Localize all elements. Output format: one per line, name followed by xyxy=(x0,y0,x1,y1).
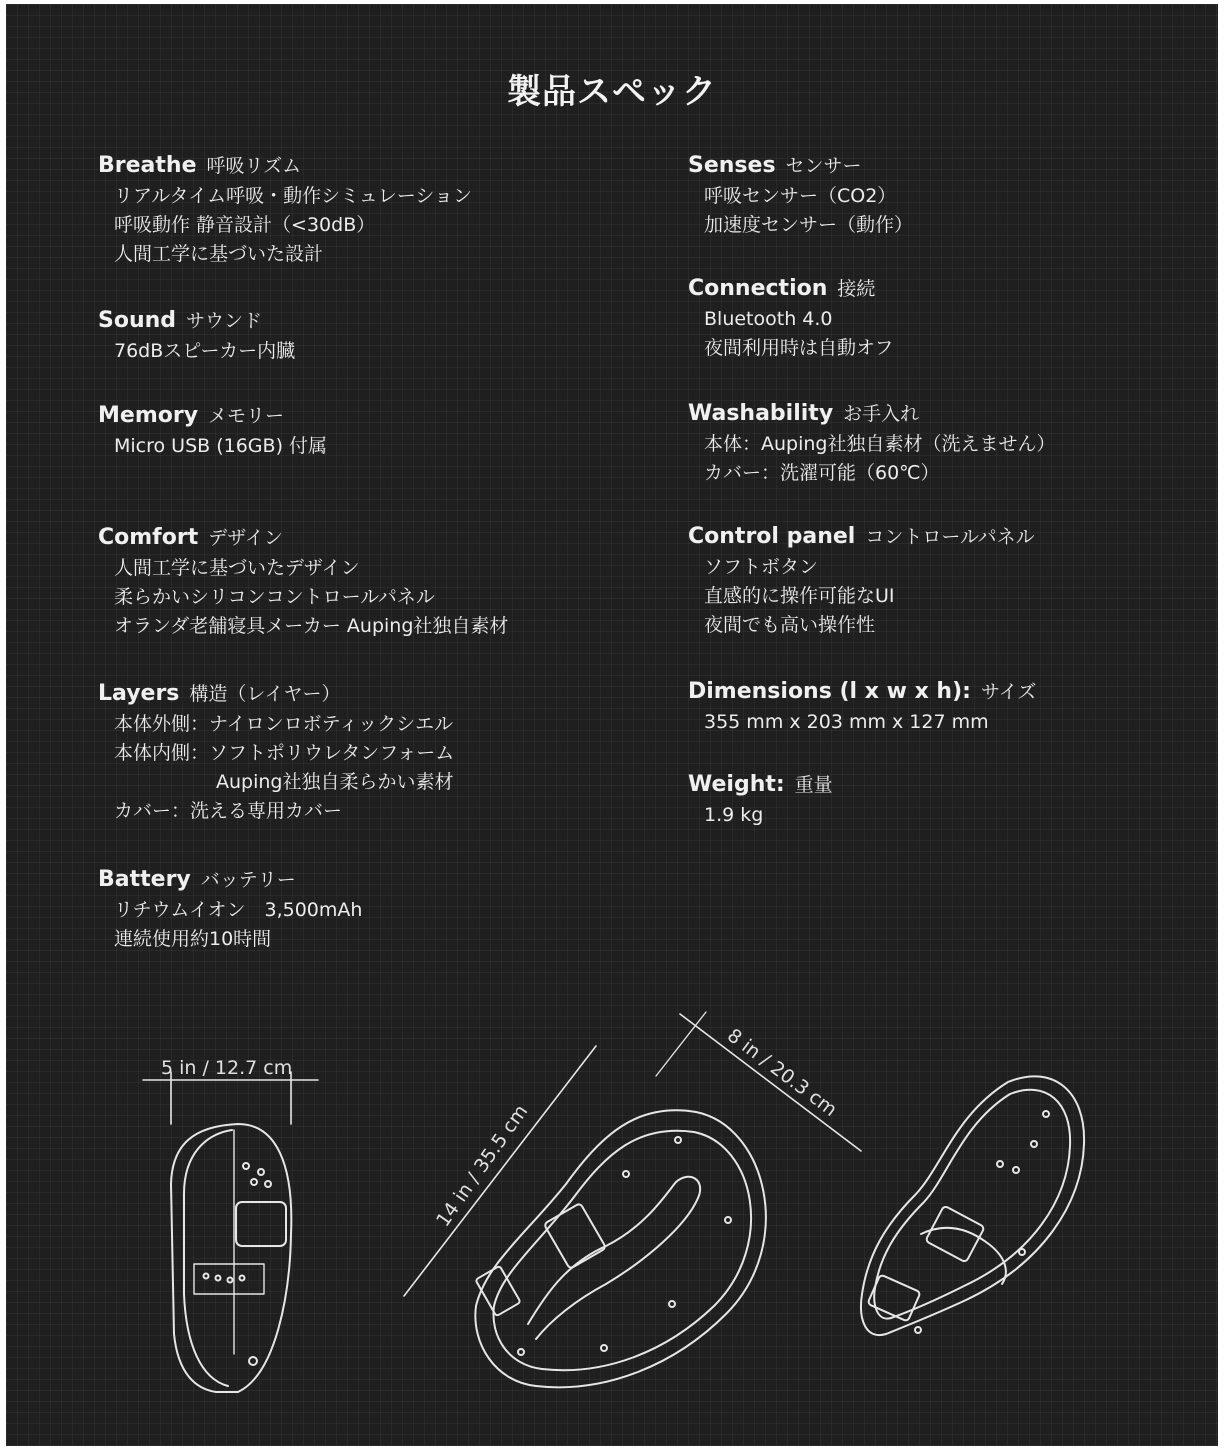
spec-line: 本体外側：ナイロンロボティックシエル xyxy=(114,713,454,735)
perspective-view-drawing xyxy=(861,1076,1084,1335)
spec-heading-en: Connection xyxy=(688,276,828,301)
spec-battery xyxy=(98,864,362,954)
spec-heading-jp: センサー xyxy=(785,155,862,177)
page-title: 製品スペック xyxy=(507,72,717,112)
spec-heading-jp: 接続 xyxy=(837,278,876,300)
spec-connection xyxy=(688,273,893,363)
spec-memory xyxy=(98,400,327,461)
spec-line: Bluetooth 4.0 xyxy=(704,308,833,330)
product-drawings xyxy=(6,994,1218,1446)
spec-line: 本体：Auping社独自素材（洗えません） xyxy=(704,433,1056,455)
spec-heading-jp: デザイン xyxy=(208,527,283,549)
spec-weight xyxy=(688,769,833,830)
spec-line: Micro USB (16GB) 付属 xyxy=(114,435,328,457)
spec-heading-jp: お手入れ xyxy=(843,403,920,425)
spec-line: 夜間でも高い操作性 xyxy=(704,614,876,636)
spec-line: 柔らかいシリコンコントロールパネル xyxy=(114,586,435,608)
spec-layers xyxy=(98,678,454,826)
side-view-drawing xyxy=(143,1057,318,1392)
spec-heading-jp: コントロールパネル xyxy=(865,526,1035,548)
spec-control-panel xyxy=(688,521,1035,640)
spec-heading-en: Washability xyxy=(688,401,834,426)
spec-line: リアルタイム呼吸・動作シミュレーション xyxy=(114,185,472,207)
spec-comfort xyxy=(98,522,508,641)
spec-line: カバー：洗える専用カバー xyxy=(114,800,343,822)
spec-heading-jp: メモリー xyxy=(208,405,285,427)
spec-senses xyxy=(688,150,913,240)
spec-line: リチウムイオン 3,500mAh xyxy=(114,899,363,921)
spec-line: 連続使用約10時間 xyxy=(114,928,272,950)
spec-heading-jp: 重量 xyxy=(794,774,833,796)
spec-heading-jp: 呼吸リズム xyxy=(206,155,302,177)
spec-heading-en: Senses xyxy=(688,153,776,178)
top-view-drawing xyxy=(404,1012,861,1387)
spec-heading-en: Layers xyxy=(98,681,180,706)
spec-heading-jp: サイズ xyxy=(980,681,1037,703)
spec-line: 本体内側：ソフトポリウレタンフォーム xyxy=(114,742,455,764)
spec-line: 76dBスピーカー内臓 xyxy=(114,340,296,362)
spec-line: 人間工学に基づいたデザイン xyxy=(114,557,360,579)
spec-line: Auping社独自柔らかい素材 xyxy=(216,771,454,793)
spec-panel xyxy=(6,4,1218,1446)
depth-dimension-label: 8 in / 20.3 cm xyxy=(722,1024,842,1121)
spec-line: 1.9 kg xyxy=(704,804,764,826)
spec-line: 加速度センサー（動作） xyxy=(704,214,914,236)
spec-heading-en: Control panel xyxy=(688,524,856,549)
spec-dimensions xyxy=(688,676,1036,737)
spec-line: オランダ老舗寝具メーカー Auping社独自素材 xyxy=(114,615,509,637)
spec-heading-en: Memory xyxy=(98,403,199,428)
spec-heading-jp: 構造（レイヤー） xyxy=(189,683,341,705)
length-dimension-label: 14 in / 35.5 cm xyxy=(432,1100,533,1231)
spec-line: カバー：洗濯可能（60℃） xyxy=(704,462,940,484)
spec-heading-en: Battery xyxy=(98,867,191,892)
spec-breathe xyxy=(98,150,472,269)
spec-washability xyxy=(688,398,1055,488)
spec-sound xyxy=(98,305,295,366)
spec-heading-en: Comfort xyxy=(98,525,199,550)
spec-heading-en: Breathe xyxy=(98,153,197,178)
width-dimension-label: 5 in / 12.7 cm xyxy=(161,1057,293,1079)
spec-heading-en: Weight: xyxy=(688,772,785,797)
spec-line: 夜間利用時は自動オフ xyxy=(704,337,894,359)
spec-heading-en: Dimensions (l x w x h): xyxy=(688,679,971,704)
spec-line: 人間工学に基づいた設計 xyxy=(114,243,324,265)
spec-line: 直感的に操作可能なUI xyxy=(704,585,895,607)
spec-line: 呼吸センサー（CO2） xyxy=(704,185,897,207)
spec-heading-jp: バッテリー xyxy=(200,869,296,891)
spec-heading-en: Sound xyxy=(98,308,177,333)
spec-heading-jp: サウンド xyxy=(186,310,263,332)
spec-line: 呼吸動作 静音設計（<30dB） xyxy=(114,214,376,236)
spec-line: 355 mm x 203 mm x 127 mm xyxy=(704,711,989,733)
spec-line: ソフトボタン xyxy=(704,556,819,578)
